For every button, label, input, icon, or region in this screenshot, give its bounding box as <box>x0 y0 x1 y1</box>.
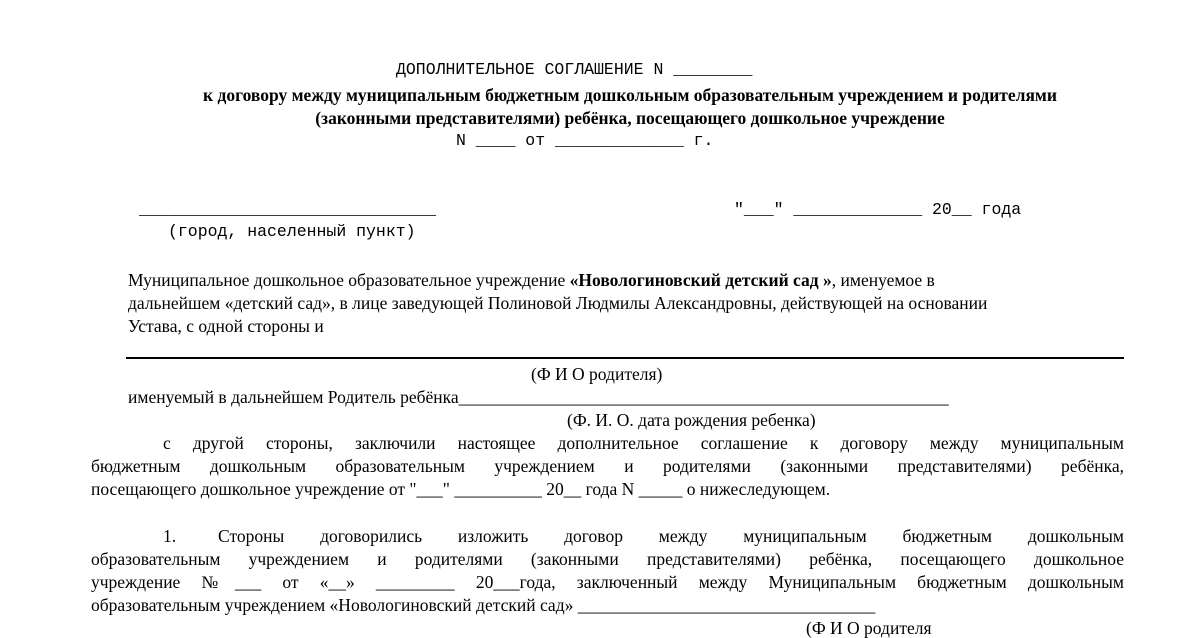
clause-1-parent-caption: (Ф И О родителя <box>806 618 932 638</box>
agreement-line-3: посещающего дошкольное учреждение от "___" __________ 20__ года N _____ о нижеследующем. <box>91 479 831 499</box>
child-parent-named-line: именуемый в дальнейшем Родитель ребёнка________________________________________________________ <box>128 387 949 407</box>
clause-1-line-2: образовательным учреждением и родителями (законными представителями) ребёнка, посещающего дошкольное <box>91 549 1124 569</box>
document-subtitle-line2: (законными представителями) ребёнка, посещающего дошкольное учреждение <box>315 108 945 128</box>
agreement-number-line: N ____ от _____________ г. <box>456 131 714 150</box>
date-line: "___" _____________ 20__ года <box>734 200 1022 219</box>
intro-line-1-start: Муниципальное дошкольное образовательное учреждение <box>128 270 570 290</box>
clause-1-line-4: образовательным учреждением «Новологиновский детский сад» __________________________________ <box>91 595 876 615</box>
kindergarten-name: «Новологиновский детский сад » <box>569 270 832 290</box>
parent-name-caption: (Ф И О родителя) <box>531 364 663 384</box>
intro-line-2: дальнейшем «детский сад», в лице заведующей Полиновой Людмилы Александровны, действующей на основании <box>128 293 988 313</box>
clause-1-line-1: Стороны договорились изложить договор между муниципальным бюджетным дошкольным <box>218 526 1124 546</box>
intro-line-1-end: , именуемое в <box>831 270 935 290</box>
agreement-line-1: с другой стороны, заключили настоящее дополнительное соглашение к договору между муниципальным <box>163 433 1124 453</box>
intro-line-1 <box>128 272 935 290</box>
intro-line-3: Устава, с одной стороны и <box>128 316 324 336</box>
parent-name-blank-line <box>126 357 1124 359</box>
child-info-caption: (Ф. И. О. дата рождения ребенка) <box>567 410 816 430</box>
document-title: ДОПОЛНИТЕЛЬНОЕ СОГЛАШЕНИЕ N ________ <box>396 60 753 79</box>
clause-1-line-3: учреждение №___ от «__» _________ 20___года, заключенный между Муниципальным бюджетным дошкольным <box>91 572 1124 592</box>
place-caption: (город, населенный пункт) <box>168 222 416 241</box>
agreement-line-2: бюджетным дошкольным образовательным учреждением и родителями (законными представителями) ребёнка, <box>91 456 1124 476</box>
document-subtitle-line1: к договору между муниципальным бюджетным дошкольным образовательным учреждением и родителями <box>203 85 1057 105</box>
place-blank: ______________________________ <box>139 200 437 219</box>
clause-1-number: 1. <box>163 526 177 546</box>
